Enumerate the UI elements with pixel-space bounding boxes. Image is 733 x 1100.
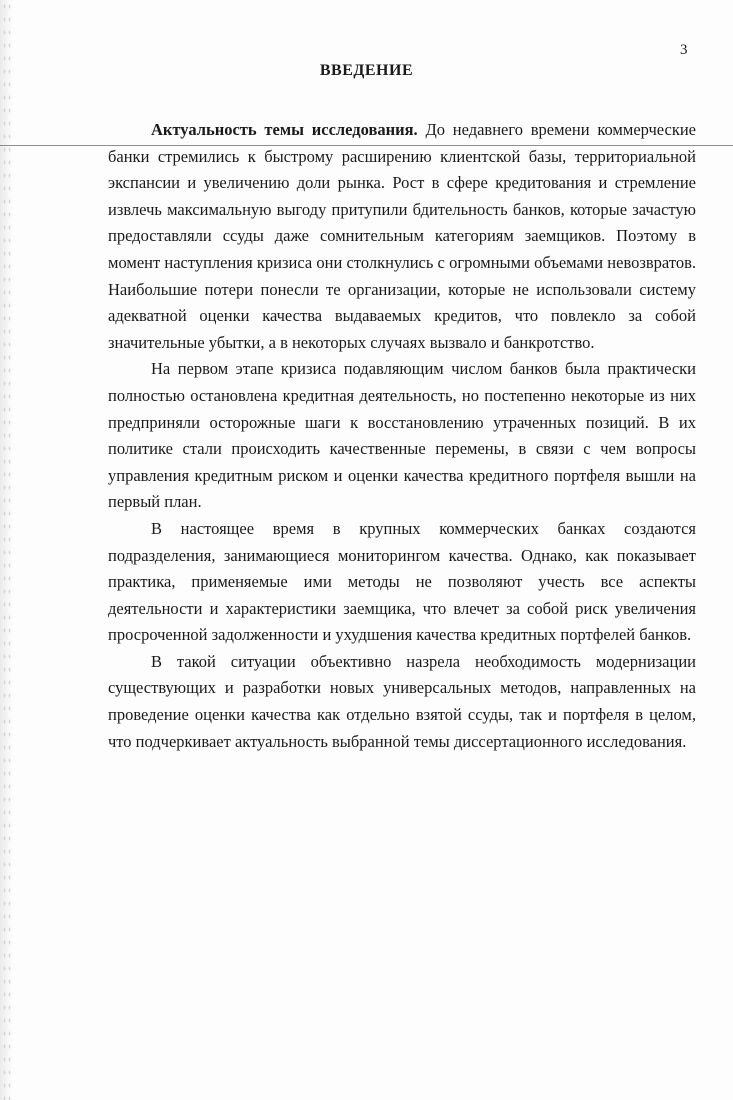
- section-heading: ВВЕДЕНИЕ: [319, 62, 414, 79]
- paragraph-lead: Актуальность темы исследования.: [151, 120, 418, 139]
- scan-noise: [2, 0, 12, 1100]
- paragraph-relevance: [108, 117, 696, 356]
- page-number: 3: [680, 42, 688, 58]
- body-text: [108, 117, 696, 755]
- paragraph-text: В такой ситуации объективно назрела необходимость модернизации существующих и разработки новых универсальных методов, направленных на проведение оценки качества как отдельно взятой ссуды, так и портфеля в целом, что подчеркивает актуальность выбранной темы диссертационного исследования.: [108, 651, 696, 751]
- paragraph-text: На первом этапе кризиса подавляющим числом банков была практически полностью остановлена кредитная деятельность, но постепенно некоторые из них предприняли осторожные шаги к восстановлению утраченных позиций. В их политике стали происходить качественные перемены, в связи с чем вопросы управления кредитным риском и оценки качества кредитного портфеля вышли на первый план.: [108, 359, 696, 512]
- paragraph-conclusion: [108, 649, 696, 755]
- paragraph-crisis: [108, 356, 696, 516]
- paragraph-text: В настоящее время в крупных коммерческих банках создаются подразделения, занимающиеся мониторингом качества. Однако, как показывает практика, применяемые ими методы не позволяют учесть все аспекты деятельности и характеристики заемщика, что влечет за собой риск увеличения просроченной задолженности и ухудшения качества кредитных портфелей банков.: [108, 518, 696, 645]
- paragraph-monitoring: [108, 516, 696, 649]
- paragraph-text: До недавнего времени коммерческие банки стремились к быстрому расширению клиентской базы, территориальной экспансии и увеличению доли рынка. Рост в сфере кредитования и стремление извлечь максимальную выгоду притупили бдительность банков, которые зачастую предоставляли ссуды даже сомнительным категориям заемщиков. Поэтому в момент наступления кризиса они столкнулись с огромными объемами невозвратов. Наибольшие потери понесли те организации, которые не использовали систему адекватной оценки качества выдаваемых кредитов, что повлекло за собой значительные убытки, а в некоторых случаях вызвало и банкротство.: [108, 120, 697, 352]
